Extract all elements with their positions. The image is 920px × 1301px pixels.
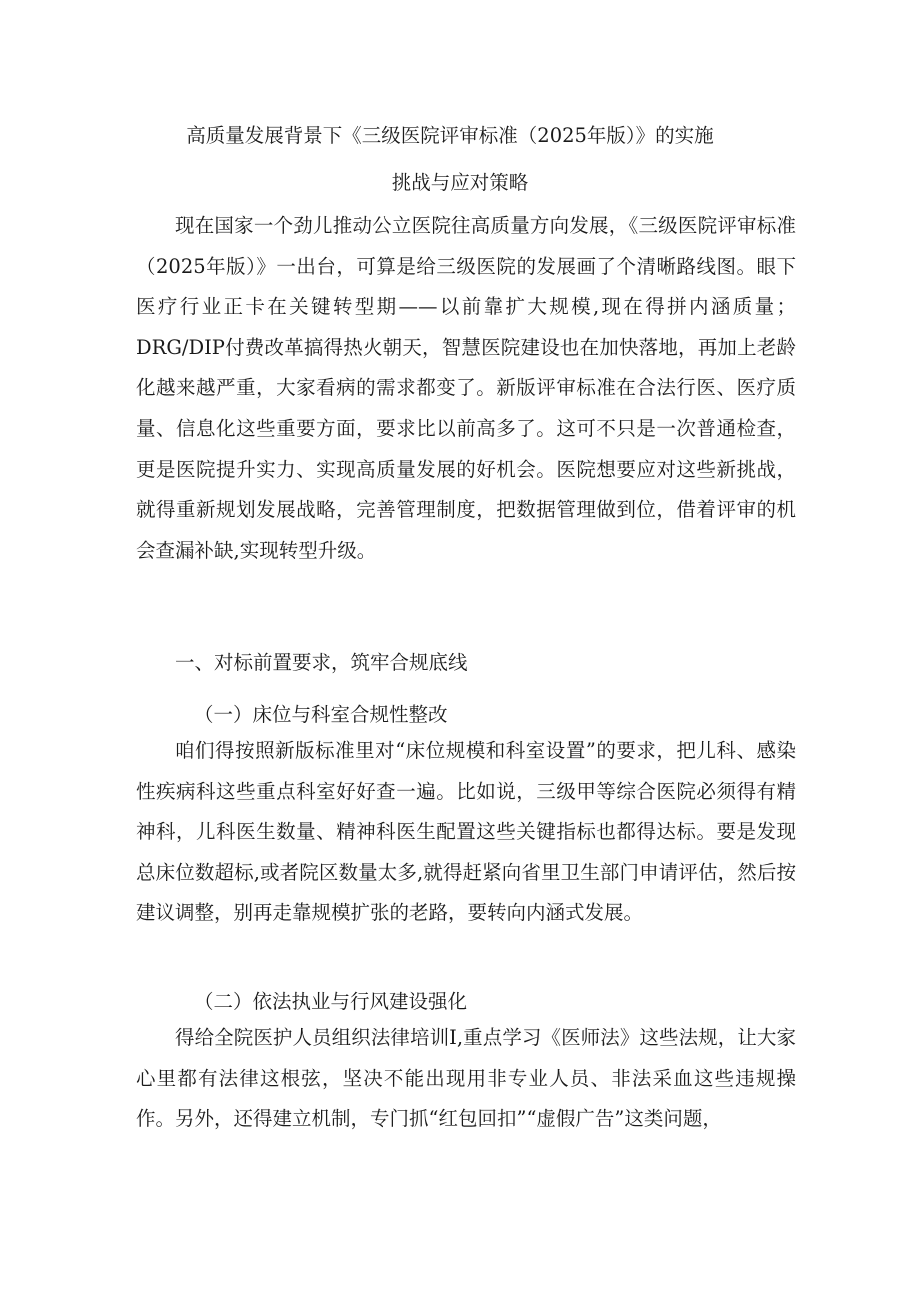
subsection-2-heading: （二）依法执业与行风建设强化 bbox=[194, 990, 468, 1013]
document-title-line-2: 挑战与应对策略 bbox=[391, 171, 529, 194]
subsection-2-paragraph: 得给全院医护人员组织法律培训I,重点学习《医师法》这些法规，让大家心里都有法律这根弦，坚决不能出现用非专业人员、非法采血这些违规操作。另外，还得建立机制，专门抓“红包回扣”“虚假广告”这类问题， bbox=[136, 1026, 796, 1131]
subsection-1-heading: （一）床位与科室合规性整改 bbox=[194, 703, 448, 726]
section-1-heading: 一、对标前置要求，筑牢合规底线 bbox=[175, 651, 468, 674]
document-title-line-1: 高质量发展背景下《三级医院评审标准（2025年版）》的实施 bbox=[186, 124, 714, 147]
intro-paragraph: 现在国家一个劲儿推动公立医院往高质量方向发展，《三级医院评审标准（2025年版）》一出台，可算是给三级医院的发展画了个清晰路线图。眼下医疗行业正卡在关键转型期——以前靠扩大规模,现在得拼内涵质量；DRG/DIP付费改革搞得热火朝天，智慧医院建设也在加快落地，再加上老龄化越来越严重，大家看病的需求都变了。新版评审标准在合法行医、医疗质量、信息化这些重要方面，要求比以前高多了。这可不只是一次普通检查，更是医院提升实力、实现高质量发展的好机会。医院想要应对这些新挑战，就得重新规划发展战略，完善管理制度，把数据管理做到位，借着评审的机会查漏补缺,实现转型升级。 bbox=[136, 214, 796, 562]
subsection-1-paragraph: 咱们得按照新版标准里对“床位规模和科室设置”的要求，把儿科、感染性疾病科这些重点科室好好查一遍。比如说，三级甲等综合医院必须得有精神科，儿科医生数量、精神科医生配置这些关键指标也都得达标。要是发现总床位数超标,或者院区数量太多,就得赶紧向省里卫生部门申请评估，然后按建议调整，别再走靠规模扩张的老路，要转向内涵式发展。 bbox=[136, 739, 796, 925]
